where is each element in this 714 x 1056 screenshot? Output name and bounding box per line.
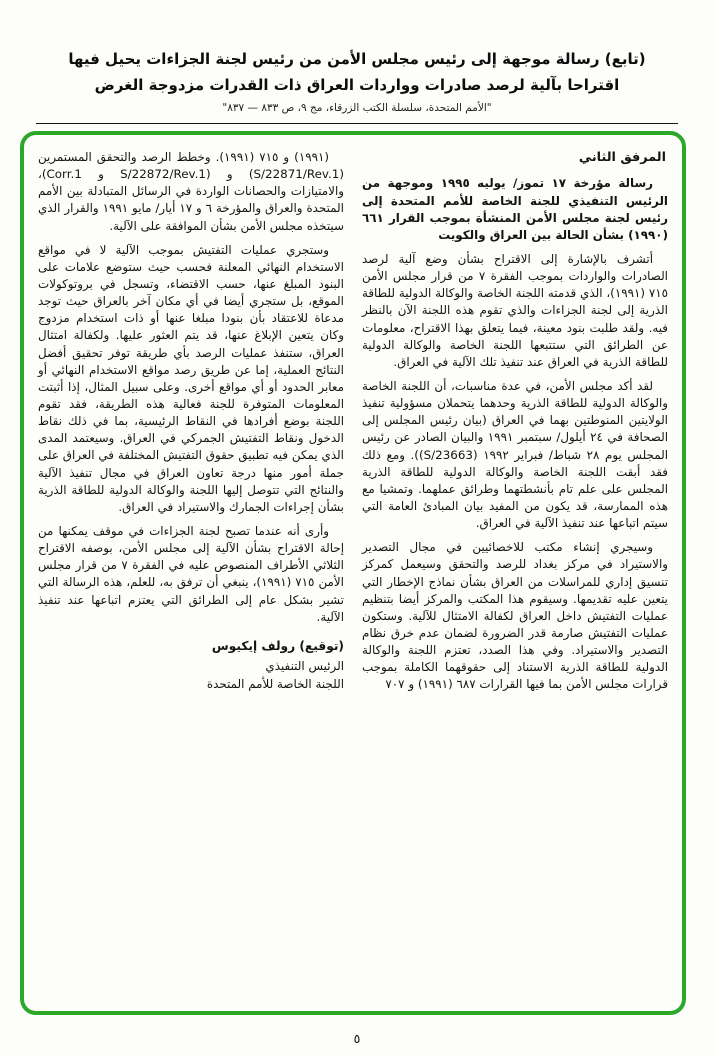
annex-title: المرفق الثاني xyxy=(578,150,666,165)
signature-block xyxy=(38,638,344,694)
annex-subject: رسالة مؤرخة ١٧ تموز/ يوليه ١٩٩٥ وموجهة من الرئيس التنفيذي للجنة الخاصة للأمم المتحدة إلى رئيس لجنة مجلس الأمن المنشأة بموجب القرار ٦٦١ (١٩٩٠) بشأن الحالة بين العراق والكويت xyxy=(362,176,668,242)
document-header xyxy=(0,0,714,124)
paragraph: وستجري عمليات التفتيش بموجب الآلية لا في مواقع الاستخدام النهائي المعلنة فحسب حيث ستوضع علامات على البنود المبلغ عنها، حسب الاقتضاء، وتسجل في بروتوكولات الموقع، بل ستجري أيضا في أي مكان آخر بالعراق حيث توجد مدعاة للاعتقاد بأن بنودا مبلغا عنها أو ذات استخدام مزدوج وكان يتعين الإبلاغ عنها، قد يتم العثور عليها. ولكفالة امتثال العراق، ستنفذ عمليات الرصد بأي طريقة توفر تحقيق أفضل النتائج العملية، إما عن طريق رصد مواقع الاستخدام النهائي أو معابر الحدود أو أي مواقع أخرى. وعلى سبيل المثال، إذا أثبتت المعلومات المتوفرة للجنة فعالية هذه الطريقة، فقد تقوم اللجنة بوضع أفرادها في النقاط الرئيسية، بما في ذلك نقاط الدخول ونقاط التفتيش الجمركي في العراق. وسيعتمد المدى الذي يمكن فيه تطبيق حقوق التفتيش المختلفة في العراق على جملة أمور منها درجة تعاون العراق في مجال تنفيذ الآلية والنتائج التي تتوصل إليها اللجنة والوكالة الدولية للطاقة الذرية بشأن إجراءات الجمارك والاستيراد في العراق. xyxy=(38,242,344,514)
paragraph: وسيجري إنشاء مكتب للاخصائيين في مجال التصدير والاستيراد في مركز بغداد للرصد والتحقق وسيعمل كمركز تنسيق إداري للمراسلات من العراق بشأن نماذج الإخطار التي يتعين عليه تقديمها. وسيقوم هذا المكتب والمركز أيضا بتنظيم عمليات التفتيش داخل العراق لكفالة الامتثال للآلية. وستكون عمليات التفتيش صارمة قدر الضرورة لضمان عدم خرق نظام التصدير والاستيراد. وفي هذا الصدد، تعتزم اللجنة والوكالة الدولية للطاقة الذرية الاستناد إلى حقوقهما الكاملة بموجب قرارات مجلس الأمن بما فيها القرارات ٦٨٧ (١٩٩١) و ٧٠٧ xyxy=(362,540,668,692)
header-line1: (تابع) رسالة موجهة إلى رئيس مجلس الأمن من رئيس لجنة الجزاءات يحيل فيها xyxy=(68,50,646,68)
signature-org: اللجنة الخاصة للأمم المتحدة xyxy=(206,677,344,692)
signature-name: (توقيع) رولف إيكيوس xyxy=(211,638,344,653)
paragraph: وأرى أنه عندما تصبح لجنة الجزاءات في موقف يمكنها من إحالة الاقتراح بشأن الآلية إلى مجلس الأمن، بوصفه الاقتراح الثلاثي الأطراف المنصوص عليه في الفقرة ٧ من قرار مجلس الأمن ٧١٥ (١٩٩١)، ينبغي أن ترفق به، للعلم، هذه الرسالة التي تشير بشكل عام إلى الطرائق التي يعتزم اتباعها عند تنفيذ الآلية. xyxy=(38,523,344,624)
signature-title: الرئيس التنفيذي xyxy=(265,659,344,674)
header-line2: اقتراحا بآلية لرصد صادرات وواردات العراق ذات القدرات مزدوجة الغرض xyxy=(94,76,620,95)
paragraph: لقد أكد مجلس الأمن، في عدة مناسبات، أن اللجنة الخاصة والوكالة الدولية للطاقة الذرية وحدهما يتحملان مسؤولية تنفيذ الولايتين المنوطتين بهما في العراق (بيان رئيس المجلس إلى الصحافة في ٢٤ أيلول/ سبتمبر ١٩٩١ والبيان الصادر عن رئيس المجلس يوم ٢٨ شباط/ فبراير ١٩٩٢ (S/23663)). ومع ذلك فقد أبقت اللجنة الخاصة والوكالة الدولية للطاقة الذرية المجلس على علم تام بأنشطتهما وطرائق عملهما. وتمشيا مع هذه الممارسة، قد يكون من المفيد بيان المبادئ العامة التي سيتم اتباعها عند تنفيذ الآلية في العراق. xyxy=(362,378,668,531)
column-right xyxy=(362,149,668,701)
two-column-text xyxy=(24,135,682,701)
annotation-box xyxy=(20,131,686,1015)
paragraph: أتشرف بالإشارة إلى الاقتراح بشأن وضع آلية لرصد الصادرات والواردات بموجب الفقرة ٧ من قرار مجلس الأمن ٧١٥ (١٩٩١)، الذي قدمته اللجنة الخاصة والوكالة الدولية للطاقة الذرية إلى لجنة الجزاءات والذي تقوم هذه اللجنة الآن بالنظر فيه. ولقد طلبت بنود معينة، فيما يتعلق بهذا الاقتراح، معلومات عن الطرائق التي ستتبعها اللجنة الخاصة والوكالة الدولية للطاقة الذرية في العراق عند تنفيذ تلك الآلية في العراق. xyxy=(362,251,669,369)
header-rule xyxy=(36,123,678,124)
page-number: ٥ xyxy=(353,1031,361,1046)
paragraph: (١٩٩١) و ٧١٥ (١٩٩١). وخطط الرصد والتحقق المستمرين (S/22871/Rev.1) و (S/22872/Rev.1 و Corr.1)، والامتيازات والحصانات الواردة في الرسائل المتبادلة بين الأمم المتحدة والعراق والمؤرخة ٦ و ١٧ أيار/ مايو ١٩٩١ والقرار الذي سيتخذه مجلس الأمن بشأن الموافقة على الآلية. xyxy=(38,150,344,233)
column-left xyxy=(38,149,344,701)
header-source-note: "الأمم المتحدة، سلسلة الكتب الزرقاء، مج ٩، ص ٨٣٣ — ٨٣٧" xyxy=(222,101,492,114)
